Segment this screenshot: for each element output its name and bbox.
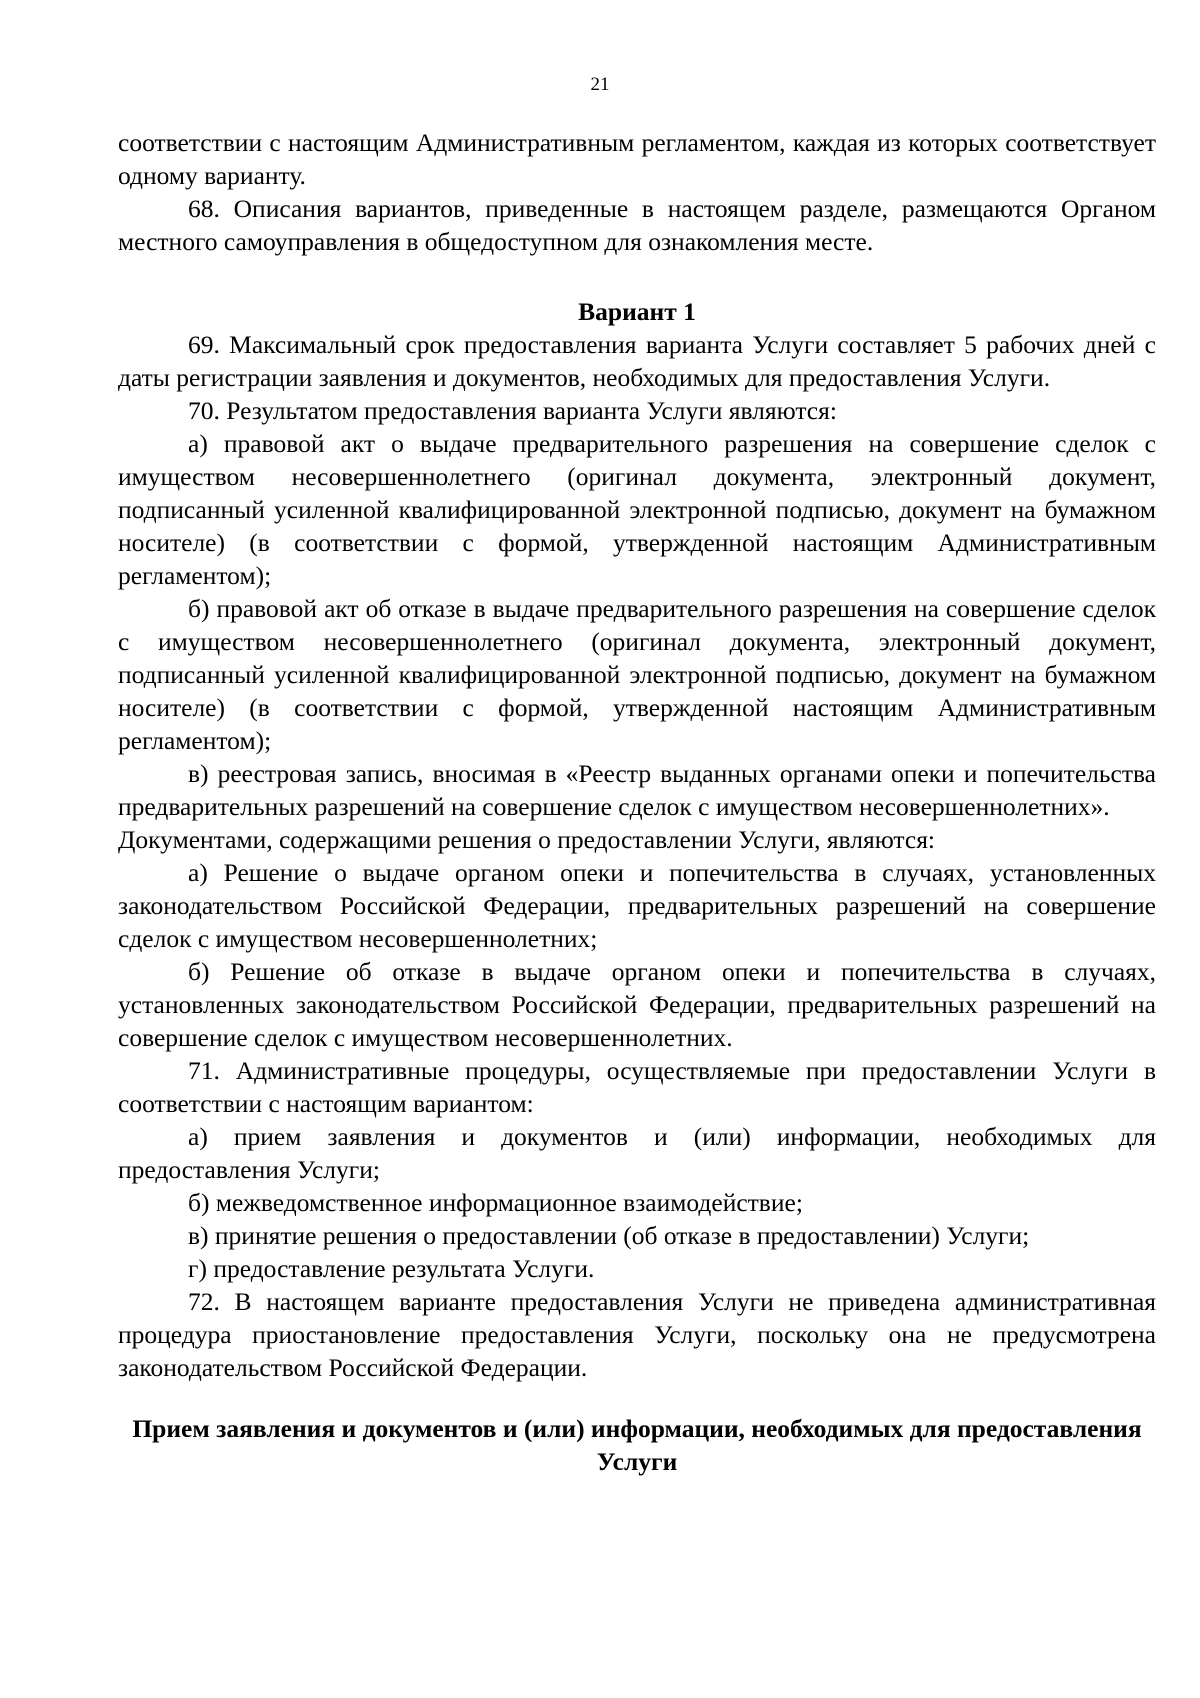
spacer (118, 258, 1156, 295)
list-item-g: г) предоставление результата Услуги. (188, 1254, 595, 1283)
spacer (118, 1384, 1156, 1412)
paragraph-72: 72. В настоящем варианте предоставления Услуги не приведена административная процедура приостановление предоставления Услуги, поскольку она не предусмотрена законодательством Российской Федерации. (118, 1287, 1156, 1382)
paragraph-69: 69. Максимальный срок предоставления варианта Услуги составляет 5 рабочих дней с даты регистрации заявления и документов, необходимых для предоставления Услуги. (118, 330, 1156, 392)
document-body (118, 126, 1156, 1478)
list-item-b: б) межведомственное информационное взаимодействие; (188, 1188, 803, 1217)
section-heading-application: Прием заявления и документов и (или) информации, необходимых для предоставления Услуги (132, 1414, 1142, 1476)
list-item-a: а) правовой акт о выдаче предварительного разрешения на совершение сделок с имуществом несовершеннолетнего (оригинал документа, электронный документ, подписанный усиленной квалифицированной электронной подписью, документ на бумажном носителе) (в соответствии с формой, утвержденной настоящим Административным регламентом); (118, 429, 1156, 590)
paragraph: соответствии с настоящим Административным регламентом, каждая из которых соответствует одному варианту. (118, 128, 1156, 190)
page-number: 21 (590, 74, 610, 95)
list-item-b: б) правовой акт об отказе в выдаче предварительного разрешения на совершение сделок с имуществом несовершеннолетнего (оригинал документа, электронный документ, подписанный усиленной квалифицированной электронной подписью, документ на бумажном носителе) (в соответствии с формой, утвержденной настоящим Административным регламентом); (118, 594, 1156, 755)
section-heading-variant-1: Вариант 1 (578, 297, 696, 326)
list-item-a: а) Решение о выдаче органом опеки и попечительства в случаях, установленных законодательством Российской Федерации, предварительных разрешений на совершение сделок с имуществом несовершеннолетних; (118, 858, 1156, 953)
list-item-a: а) прием заявления и документов и (или) информации, необходимых для предоставления Услуги; (118, 1122, 1156, 1184)
paragraph-68: 68. Описания вариантов, приведенные в настоящем разделе, размещаются Органом местного самоуправления в общедоступном для ознакомления месте. (118, 194, 1156, 256)
list-item-v: в) принятие решения о предоставлении (об отказе в предоставлении) Услуги; (188, 1221, 1030, 1250)
paragraph-71: 71. Административные процедуры, осуществляемые при предоставлении Услуги в соответствии с настоящим вариантом: (118, 1056, 1156, 1118)
list-item-b: б) Решение об отказе в выдаче органом опеки и попечительства в случаях, установленных законодательством Российской Федерации, предварительных разрешений на совершение сделок с имуществом несовершеннолетних. (118, 957, 1156, 1052)
paragraph-70: 70. Результатом предоставления варианта Услуги являются: (188, 396, 837, 425)
list-item-v: в) реестровая запись, вносимая в «Реестр выданных органами опеки и попечительства предварительных разрешений на совершение сделок с имуществом несовершеннолетних». (118, 759, 1156, 821)
paragraph-documents: Документами, содержащими решения о предоставлении Услуги, являются: (118, 825, 936, 854)
